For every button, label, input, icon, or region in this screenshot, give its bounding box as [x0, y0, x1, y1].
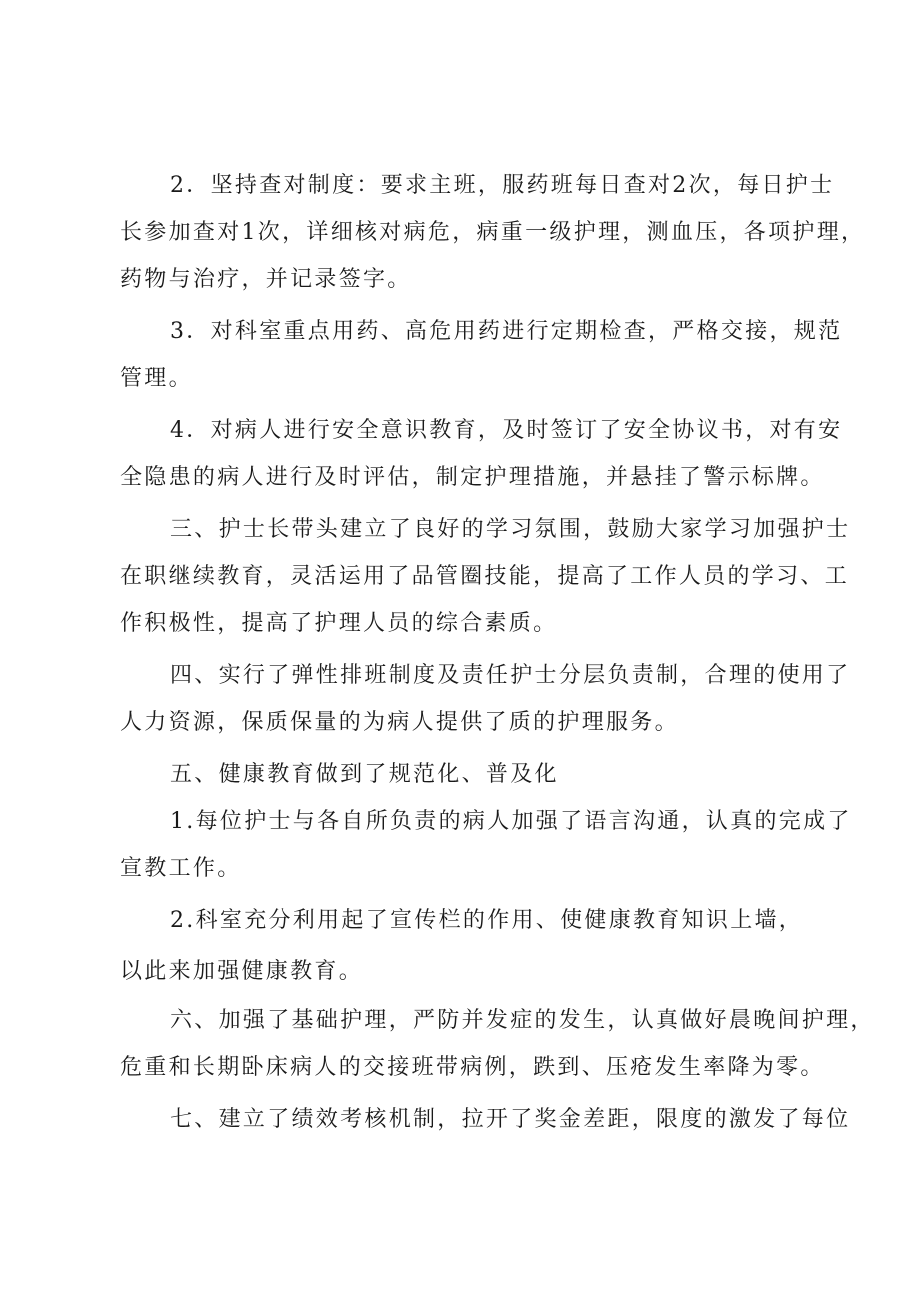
text-line-7: 全隐患的病人进行及时评估，制定护理措施，并悬挂了警示标牌。 — [120, 465, 825, 490]
text-line-4: 3．对科室重点用药、高危用药进行定期检查，严格交接，规范 — [170, 319, 843, 344]
text-line-13: 五、健康教育做到了规范化、普及化 — [170, 762, 559, 787]
text-line-18: 六、加强了基础护理，严防并发症的发生，认真做好晨晚间护理， — [170, 1008, 875, 1033]
text-line-20: 七、建立了绩效考核机制，拉开了奖金差距，限度的激发了每位 — [170, 1107, 851, 1132]
text-line-16: 2.科室充分利用起了宣传栏的作用、使健康教育知识上墙， — [170, 908, 804, 933]
text-line-6: 4．对病人进行安全意识教育，及时签订了安全协议书，对有安 — [170, 418, 843, 443]
text-line-2: 长参加查对1次，详细核对病危，病重一级护理，测血压，各项护理， — [120, 220, 866, 245]
text-line-11: 四、实行了弹性排班制度及责任护士分层负责制，合理的使用了 — [170, 663, 851, 688]
text-line-14: 1.每位护士与各自所负责的病人加强了语言沟通，认真的完成了 — [170, 809, 852, 834]
text-line-5: 管理。 — [120, 366, 193, 391]
text-line-15: 宣教工作。 — [120, 856, 242, 881]
text-line-12: 人力资源，保质保量的为病人提供了质的护理服务。 — [120, 710, 679, 735]
text-line-10: 作积极性，提高了护理人员的综合素质。 — [120, 611, 558, 636]
text-line-19: 危重和长期卧床病人的交接班带病例，跌到、压疮发生率降为零。 — [120, 1055, 825, 1080]
text-line-17: 以此来加强健康教育。 — [120, 959, 364, 984]
text-line-1: 2．坚持查对制度：要求主班，服药班每日查对2次，每日护士 — [170, 173, 835, 198]
text-line-9: 在职继续教育，灵活运用了品管圈技能，提高了工作人员的学习、工 — [120, 564, 850, 589]
text-line-8: 三、护士长带头建立了良好的学习氛围，鼓励大家学习加强护士 — [170, 517, 851, 542]
text-line-3: 药物与治疗，并记录签字。 — [120, 267, 412, 292]
